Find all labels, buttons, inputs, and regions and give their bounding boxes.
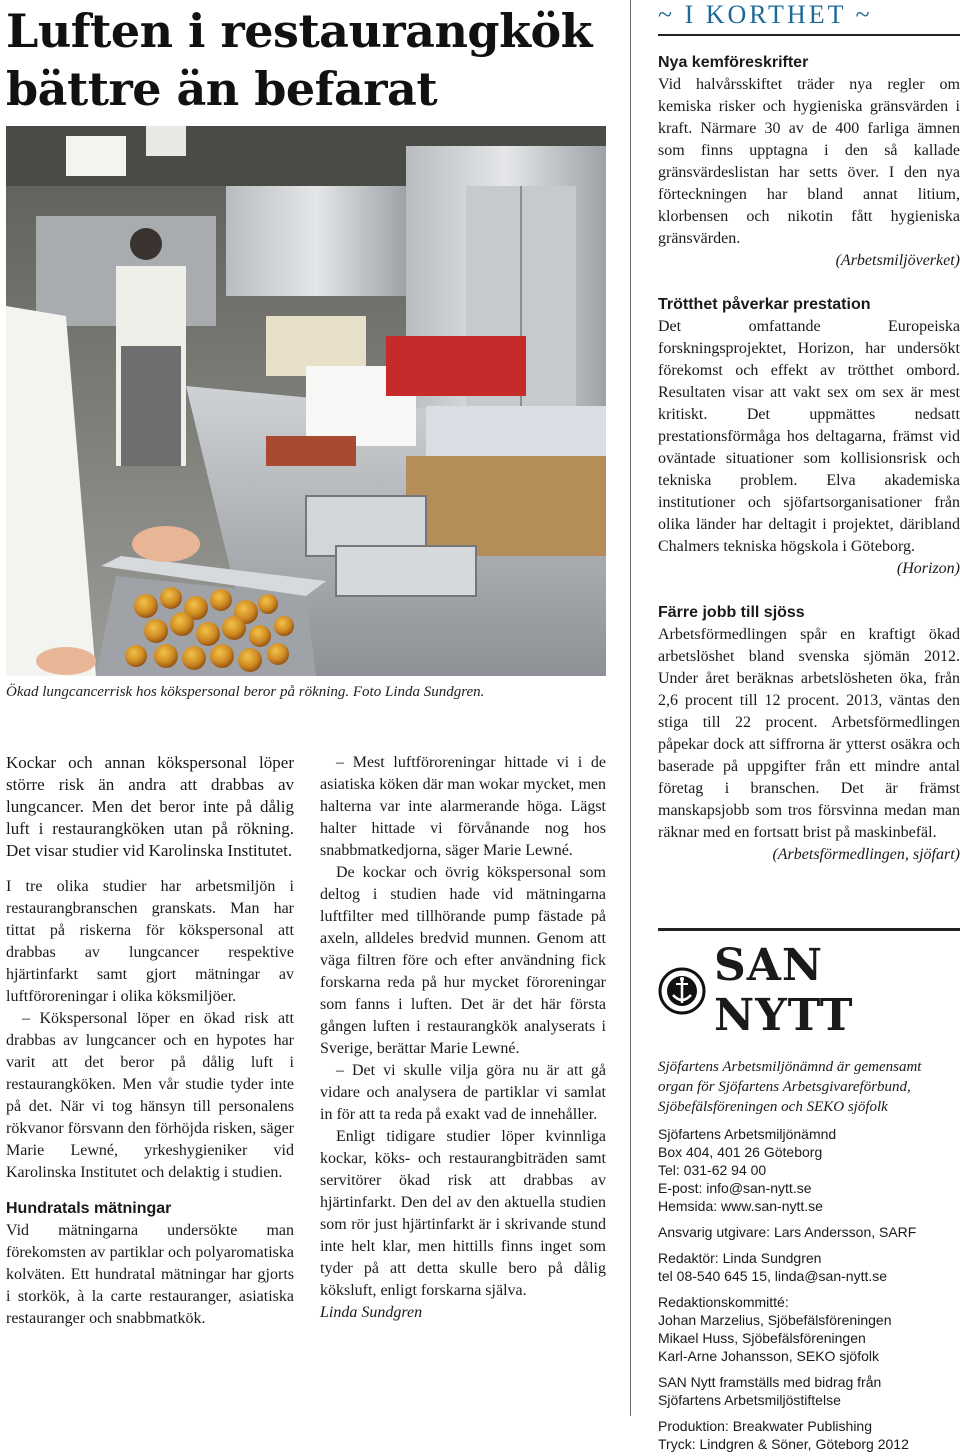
contact-info bbox=[658, 1125, 960, 1453]
committee-line: Johan Marzelius, Sjöbefälsföreningen bbox=[658, 1312, 892, 1328]
funding-line: SAN Nytt framställs med bidrag från bbox=[658, 1374, 882, 1390]
article-paragraph: – Det vi skulle vilja göra nu är att gå vidare och analysera de partiklar vi samlat in för att ta reda på exakt vad de innehåller. bbox=[320, 1062, 606, 1123]
article-column-left bbox=[6, 752, 294, 1330]
headline-line-1: Luften i restaurangkök bbox=[6, 4, 593, 58]
article-subhead: Hundratals mätningar bbox=[6, 1200, 172, 1217]
photo-caption: Ökad lungcancerrisk hos kökspersonal beror på rökning. Foto Linda Sundgren. bbox=[6, 684, 485, 700]
funding-line: Sjöfartens Arbetsmiljöstiftelse bbox=[658, 1392, 841, 1408]
address-line: Hemsida: www.san-nytt.se bbox=[658, 1198, 823, 1214]
emblem-icon bbox=[658, 967, 706, 1015]
article-paragraph: Enligt tidigare studier löper kvinnliga kockar, köks- och restaurangbiträden samt servitörer ökad risk att drabbas av hjärtinfarkt. Den del av den aktuella studien som rör just hjärtinfarkt är i skrivande stund inte helt klar, men hittills finns inget som tyder på att detta skulle bero på dålig köksluft, enligt forskarna själva. bbox=[320, 1128, 606, 1299]
news-source: (Arbetsförmedlingen, sjöfart) bbox=[772, 846, 960, 863]
news-item bbox=[658, 294, 960, 580]
san-nytt-masthead bbox=[658, 928, 960, 1453]
korthet-sidebar bbox=[658, 0, 960, 866]
article-paragraph: – Mest luftföroreningar hittade vi i de asiatiska köken där man wokar mycket, men halterna var inte alarmerande höga. Lägst halter hittade vi förvånande nog hos snabbmatkedjorna, säger Marie Lewné. bbox=[320, 754, 606, 859]
news-source: (Arbetsmiljöverket) bbox=[835, 252, 960, 269]
article-paragraph: – Kökspersonal löper en ökad risk att drabbas av lungcancer och en hypotes har varit att det beror på dålig luft i restaurangköken. Men vår studie tyder inte på det. När vi tog hänsyn till personalens rökvanor försvann den förhöjda risken, säger Marie Lewné, yrkeshygieniker vid Karolinska Institutet och delaktig i studien. bbox=[6, 1010, 294, 1181]
masthead-name: SAN NYTT bbox=[714, 940, 854, 1041]
news-body: Vid halvårsskiftet träder nya regler om kemiska risker och hygieniska gränsvärden i kraft. Närmare 30 av de 400 farliga ämnen som finns upptagna i den så kallade gränsvärdeslistan har setts över. I den nya förteckningen har bland annat litium, klorbensen och nikotin fått hygieniska gränsvärden. bbox=[658, 76, 960, 247]
article-lead: Kockar och annan kökspersonal löper större risk än andra att drabbas av lungcancer. Men det beror inte på dålig luft i restaurangköken utan på rökning. Det visar studier vid Karolinska Institutet. bbox=[6, 753, 294, 860]
committee-line: Karl-Arne Johansson, SEKO sjöfolk bbox=[658, 1348, 879, 1364]
news-body: Det omfattande Europeiska forskningsprojektet, Horizon, har undersökt förekomst och effekt av trötthet ombord. Resultaten visar att vakt sex om sex är mest kritiskt. Det uppmättes nedsatt prestationsförmåga hos deltagarna, främst vid oväntade situationer som kollisionsrisk och tekniska problem. Elva akademiska institutioner och sjöfartsorganisationer från olika länder har deltagit i projektet, däribland Chalmers tekniska högskola i Göteborg. bbox=[658, 318, 960, 555]
address-line: Tel: 031-62 94 00 bbox=[658, 1162, 767, 1178]
production-line: Produktion: Breakwater Publishing bbox=[658, 1418, 873, 1434]
article-headline bbox=[6, 2, 626, 118]
article-paragraph: De kockar och övrig kökspersonal som deltog i studien hade vid mätningarna luftfilter med tillhörande pump fästade på axeln, alldeles bredvid munnen. Genom att väga filtren före och efter användning fick forskarna reda på hur mycket föroreningar som fanns i luften. Det är det här första gången luften i restaurangkök analyserats i Sverige, berättar Marie Lewné. bbox=[320, 864, 606, 1057]
kitchen-photo-illustration bbox=[6, 126, 606, 676]
korthet-title: ~ I KORTHET ~ bbox=[658, 0, 960, 36]
news-source: (Horizon) bbox=[896, 560, 960, 577]
news-heading: Färre jobb till sjöss bbox=[658, 604, 805, 621]
article-paragraph: Vid mätningarna undersökte man förekomsten av partiklar och polyaromatiska kolväten. Ett hundratal mätningar har gjorts i storkök, à la carte restauranger, asiatiska restauranger och snabbmatkök. bbox=[6, 1222, 294, 1327]
address-line: Sjöfartens Arbetsmiljönämnd bbox=[658, 1126, 837, 1142]
publisher-line: Ansvarig utgivare: Lars Andersson, SARF bbox=[658, 1224, 917, 1240]
production-line: Tryck: Lindgren & Söner, Göteborg 2012 bbox=[658, 1436, 909, 1452]
headline-line-2: bättre än befarat bbox=[6, 62, 438, 116]
article-paragraph: I tre olika studier har arbetsmiljön i restaurangbranschen granskats. Man har tittat på riskerna för kökspersonal att drabbas av lungcancer respektive hjärtinfarkt samt gjort mätningar av luftföroreningar i olika köksmiljöer. bbox=[6, 878, 294, 1005]
news-body: Arbetsförmedlingen spår en kraftigt ökad arbetslöshet bland svenska sjömän 2012. Under året beräknas arbetslösheten öka, från 2,6 procent till 12 procent. 2013, väntas den stiga till 22 procent. Arbetsförmedlingen påpekar dock att siffrorna är ytterst osäkra och baserade på uppgifter från ett mindre antal företag i branschen. Det är främst manskapsjobb som tros försvinna medan man räknar med en fortsatt brist på maskinbefäl. bbox=[658, 626, 960, 841]
column-divider bbox=[630, 0, 631, 1416]
news-heading: Trötthet påverkar prestation bbox=[658, 296, 871, 313]
address-line: E-post: info@san-nytt.se bbox=[658, 1180, 812, 1196]
masthead-description: Sjöfartens Arbetsmiljönämnd är gemensamt organ för Sjöfartens Arbetsgivareförbund, Sjöbefälsföreningen och SEKO sjöfolk bbox=[658, 1059, 922, 1115]
committee-line: Redaktionskommitté: bbox=[658, 1294, 789, 1310]
kitchen-photo bbox=[6, 126, 606, 676]
committee-line: Mikael Huss, Sjöbefälsföreningen bbox=[658, 1330, 866, 1346]
address-line: Box 404, 401 26 Göteborg bbox=[658, 1144, 823, 1160]
editor-line: Redaktör: Linda Sundgren bbox=[658, 1250, 822, 1266]
article-column-middle bbox=[320, 752, 606, 1324]
news-item bbox=[658, 602, 960, 866]
news-heading: Nya kemföreskrifter bbox=[658, 54, 809, 71]
editor-line: tel 08-540 645 15, linda@san-nytt.se bbox=[658, 1268, 888, 1284]
article-byline: Linda Sundgren bbox=[320, 1304, 423, 1321]
news-item bbox=[658, 52, 960, 272]
